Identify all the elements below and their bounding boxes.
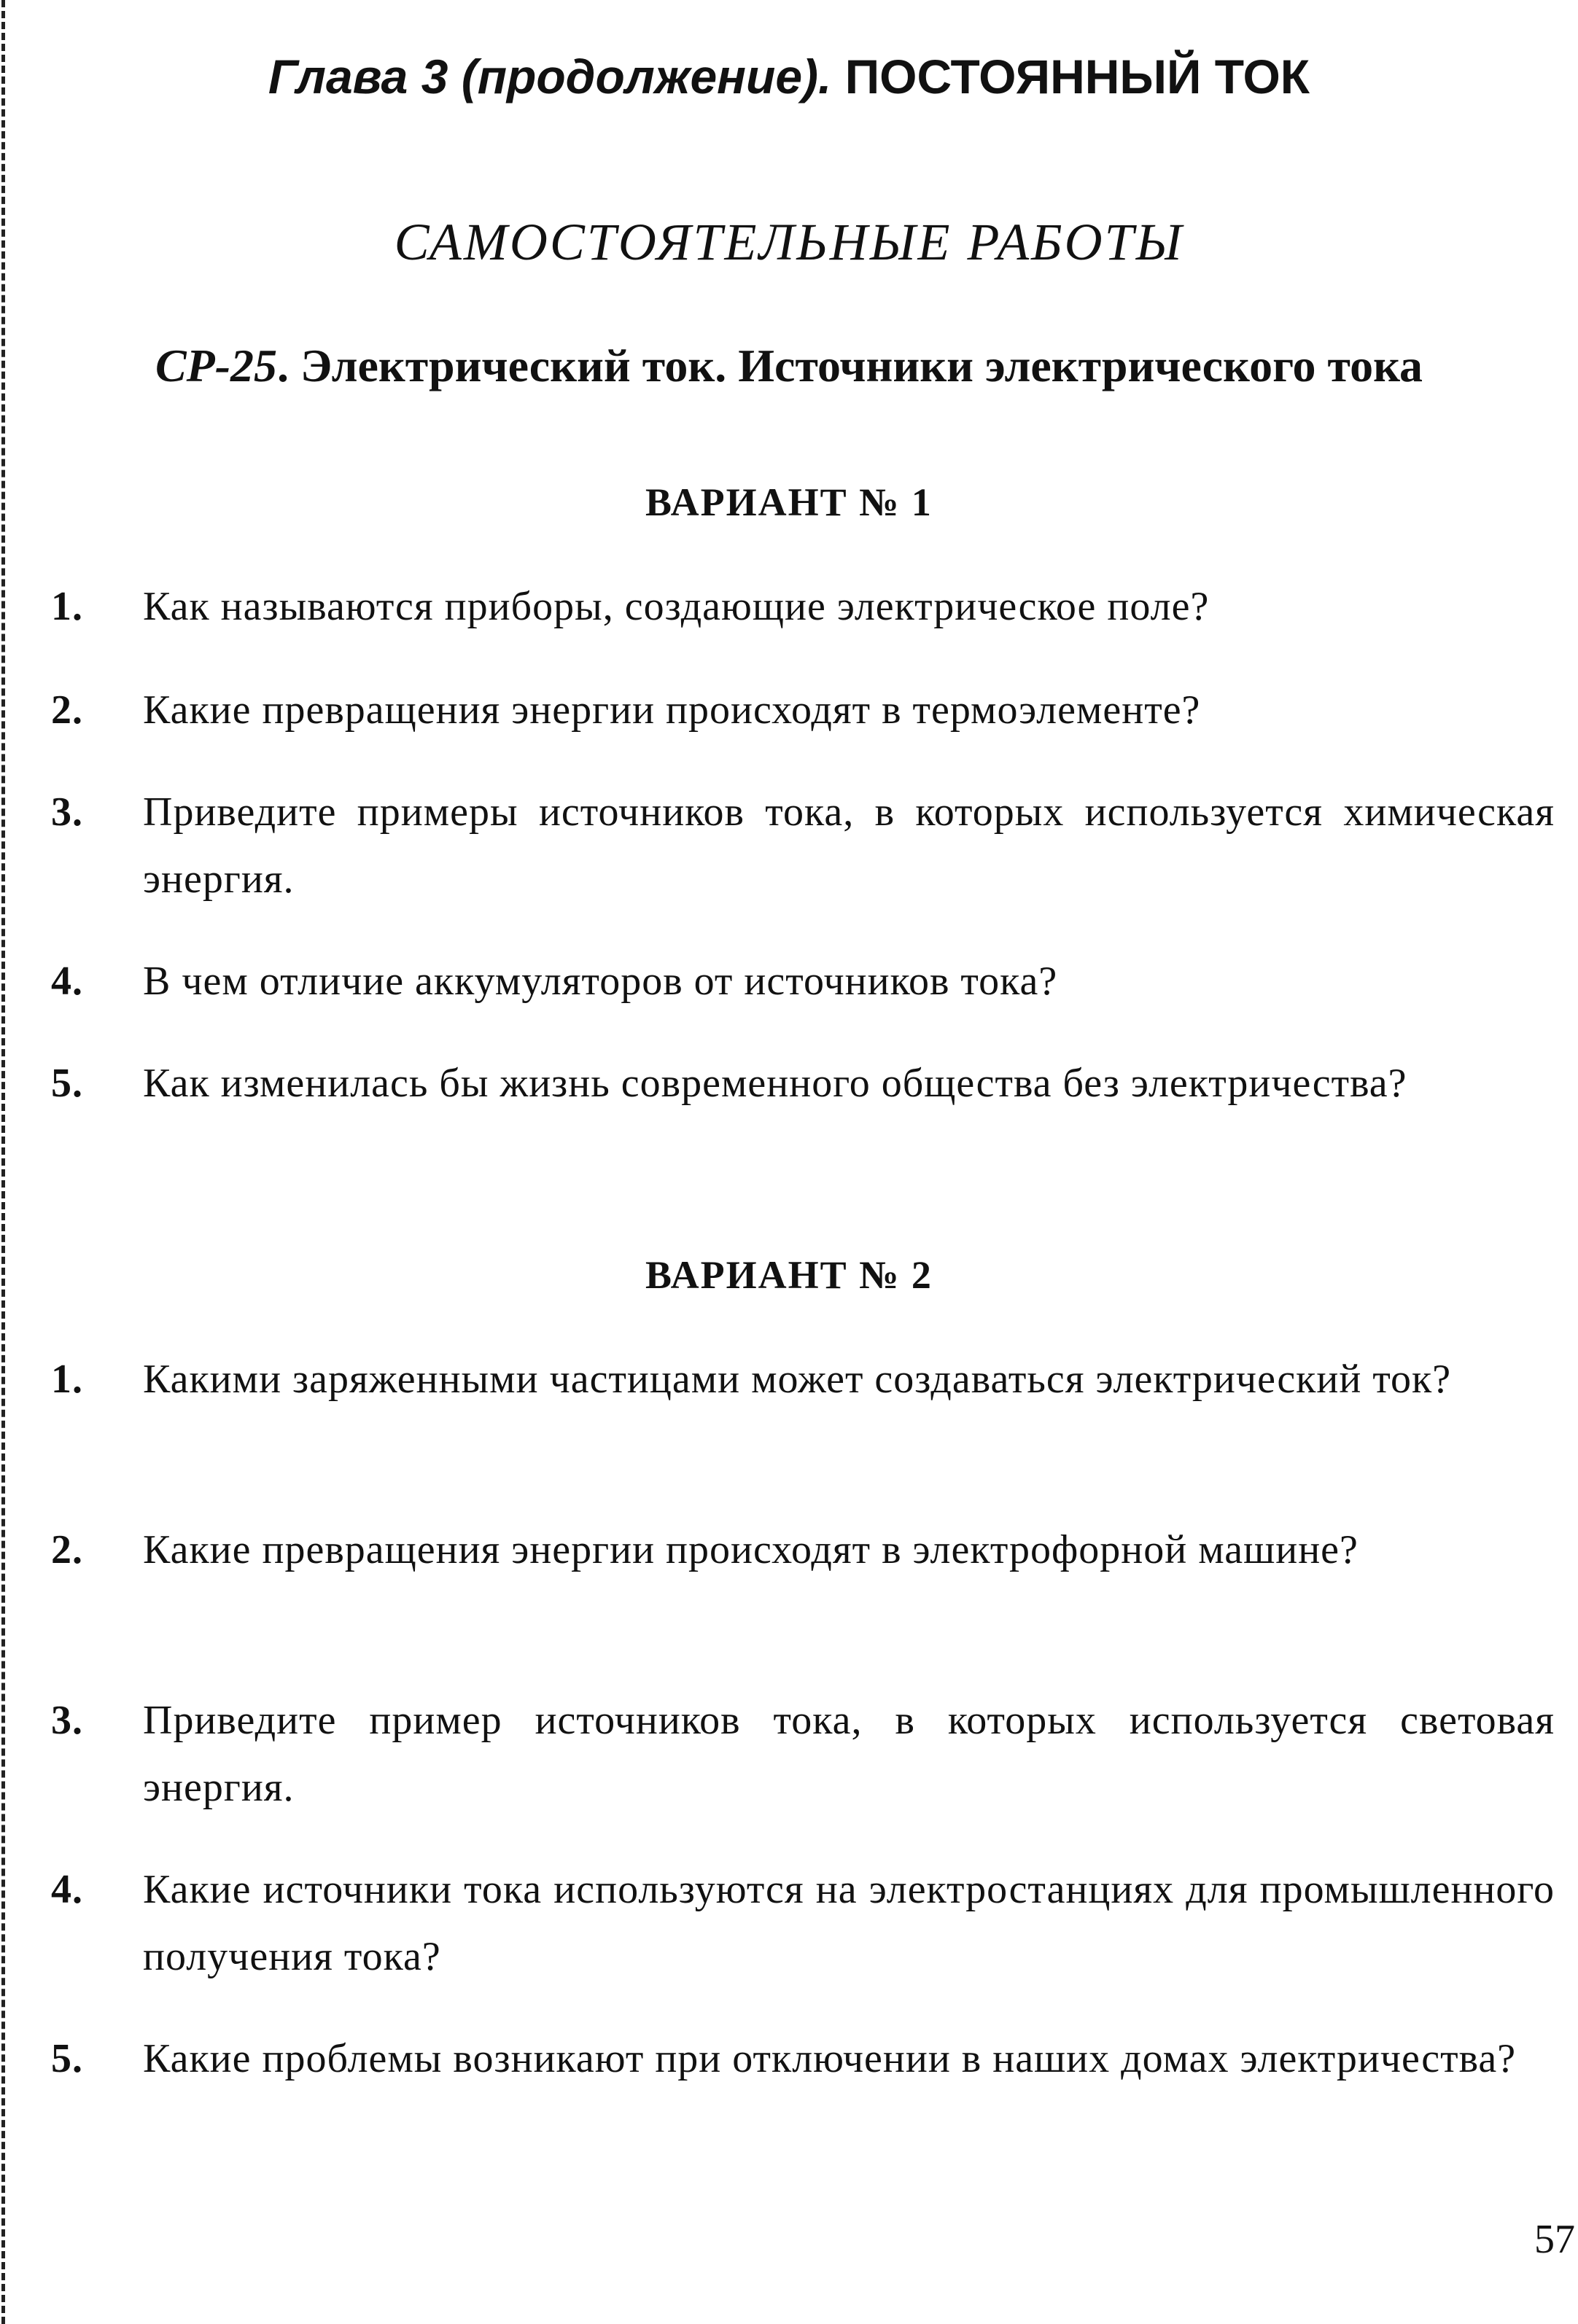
question-number: 1.: [51, 584, 83, 629]
question-text: Приведите пример источников тока, в которых используется световая энергия.: [143, 1698, 1555, 1810]
work-topic: . Электрический ток. Источники электрического тока: [277, 340, 1423, 391]
question-text: Как называются приборы, создающие электрическое поле?: [143, 584, 1210, 629]
chapter-topic: ПОСТОЯННЫЙ ТОК: [844, 50, 1310, 104]
question-number: 3.: [51, 1698, 83, 1743]
question-number: 2.: [51, 1527, 83, 1572]
question-text: Приведите примеры источников тока, в которых используется химическая энергия.: [143, 789, 1555, 902]
question-number: 1.: [51, 1357, 83, 1402]
question-text: Какие источники тока используются на электростанциях для промышленного получения тока?: [143, 1867, 1555, 1979]
question-number: 4.: [51, 1867, 83, 1912]
question-number: 3.: [51, 789, 83, 835]
question-text: Какие проблемы возникают при отключении в наших домах электричества?: [143, 2036, 1517, 2081]
page-number: 57: [1534, 2217, 1575, 2262]
question-number: 2.: [51, 687, 83, 733]
question-text: Какими заряженными частицами может создаваться электрический ток?: [143, 1357, 1452, 1402]
question-text: Какие превращения энергии происходят в электрофорной машине?: [143, 1527, 1359, 1572]
work-title: [0, 340, 1578, 391]
question-number: 5.: [51, 2036, 83, 2081]
question-text: Как изменилась бы жизнь современного общества без электричества?: [143, 1061, 1407, 1106]
question-text: Какие превращения энергии происходят в термоэлементе?: [143, 687, 1201, 733]
chapter-label: Глава 3 (продолжение).: [268, 50, 832, 104]
section-title: САМОСТОЯТЕЛЬНЫЕ РАБОТЫ: [394, 213, 1184, 271]
chapter-heading: [0, 50, 1578, 104]
variant-1-heading: ВАРИАНТ № 1: [645, 480, 933, 524]
work-code: СР-25: [155, 340, 278, 391]
question-number: 5.: [51, 1061, 83, 1106]
question-number: 4.: [51, 959, 83, 1004]
question-text: В чем отличие аккумуляторов от источников тока?: [143, 959, 1058, 1004]
variant-2-heading: ВАРИАНТ № 2: [645, 1253, 933, 1297]
